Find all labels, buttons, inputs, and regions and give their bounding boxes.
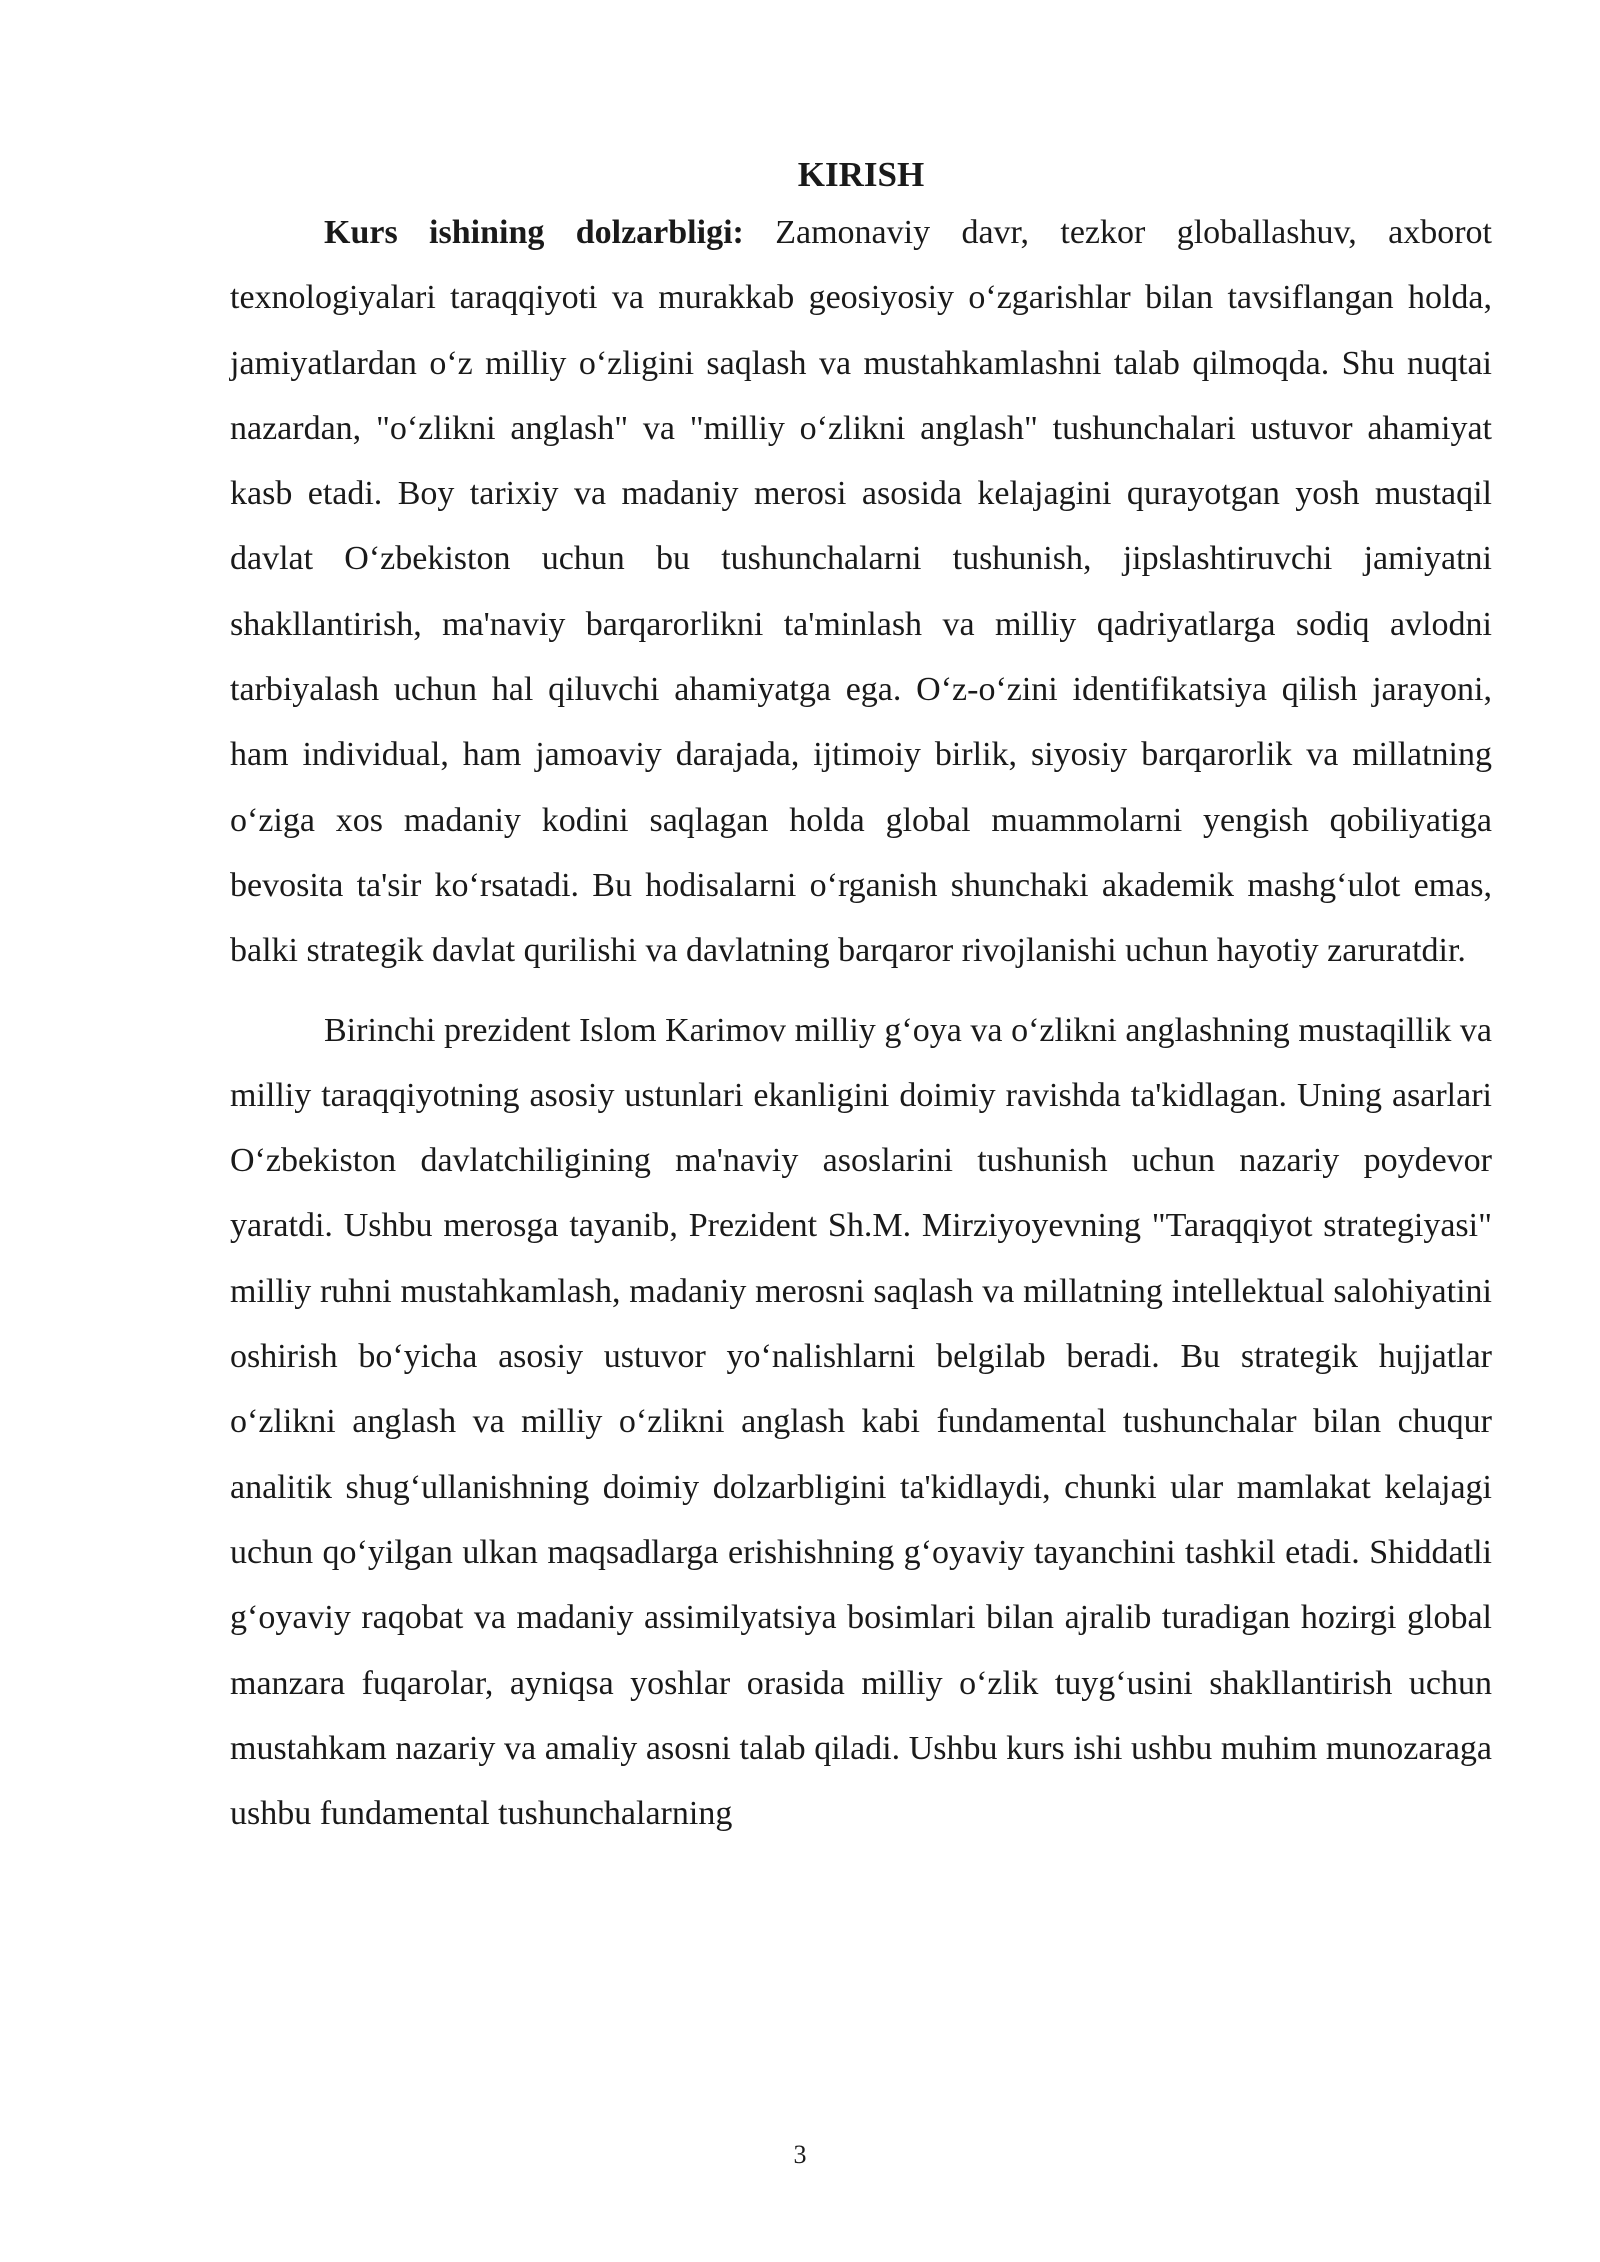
paragraph-karimov [230, 998, 1492, 1847]
section-title: KIRISH [797, 155, 925, 194]
paragraph-lead: Kurs ishining dolzarbligi: [324, 214, 744, 251]
paragraph-relevance [230, 200, 1492, 984]
paragraph-text: Zamonaviy davr, tezkor globallashuv, axborot texnologiyalari taraqqiyoti va murakkab geosiyosiy o‘zgarishlar bilan tavsiflangan holda, jamiyatlardan o‘z milliy o‘zligini saqlash va mustahkamlashni talab qilmoqda. Shu nuqtai nazardan, "o‘zlikni anglash" va "milliy o‘zlikni anglash" tushunchalari ustuvor ahamiyat kasb etadi. Boy tarixiy va madaniy merosi asosida kelajagini qurayotgan yosh mustaqil davlat O‘zbekiston uchun bu tushunchalarni tushunish, jipslashtiruvchi jamiyatni shakllantirish, ma'naviy barqarorlikni ta'minlash va milliy qadriyatlarga sodiq avlodni tarbiyalash uchun hal qiluvchi ahamiyatga ega. O‘z-o‘zini identifikatsiya qilish jarayoni, ham individual, ham jamoaviy darajada, ijtimoiy birlik, siyosiy barqarorlik va millatning o‘ziga xos madaniy kodini saqlagan holda global muammolarni yengish qobiliyatiga bevosita ta'sir ko‘rsatadi. Bu hodisalarni o‘rganish shunchaki akademik mashg‘ulot emas, balki strategik davlat qurilishi va davlatning barqaror rivojlanishi uchun hayotiy zaruratdir. [230, 214, 1492, 970]
paragraph-text: Birinchi prezident Islom Karimov milliy g‘oya va o‘zlikni anglashning mustaqillik va milliy taraqqiyotning asosiy ustunlari ekanligini doimiy ravishda ta'kidlagan. Uning asarlari O‘zbekiston davlatchiligining ma'naviy asoslarini tushunish uchun nazariy poydevor yaratdi. Ushbu merosga tayanib, Prezident Sh.M. Mirziyoyevning "Taraqqiyot strategiyasi" milliy ruhni mustahkamlash, madaniy merosni saqlash va millatning intellektual salohiyatini oshirish bo‘yicha asosiy ustuvor yo‘nalishlarni belgilab beradi. Bu strategik hujjatlar o‘zlikni anglash va milliy o‘zlikni anglash kabi fundamental tushunchalar bilan chuqur analitik shug‘ullanishning doimiy dolzarbligini ta'kidlaydi, chunki ular mamlakat kelajagi uchun qo‘yilgan ulkan maqsadlarga erishishning g‘oyaviy tayanchini tashkil etadi. Shiddatli g‘oyaviy raqobat va madaniy assimilyatsiya bosimlari bilan ajralib turadigan hozirgi global manzara fuqarolar, ayniqsa yoshlar orasida milliy o‘zlik tuyg‘usini shakllantirish uchun mustahkam nazariy va amaliy asosni talab qiladi. Ushbu kurs ishi ushbu muhim munozaraga ushbu fundamental tushunchalarning [230, 1011, 1492, 1833]
page-number: 3 [793, 2140, 807, 2169]
document-body [230, 152, 1492, 1846]
